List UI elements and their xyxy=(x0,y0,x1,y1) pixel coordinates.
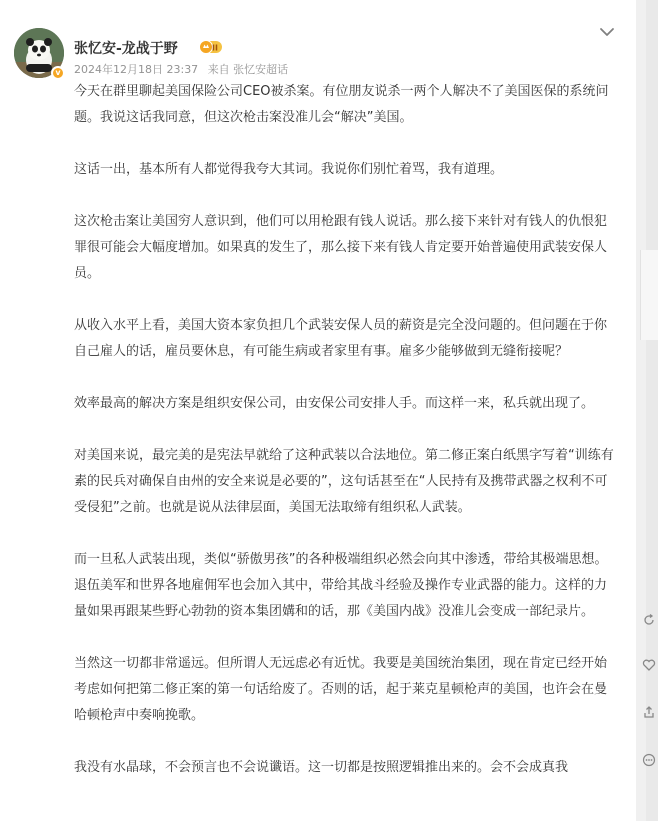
chevron-down-icon[interactable] xyxy=(598,24,616,38)
post-paragraph: 我没有水晶球，不会预言也不会说谶语。这一切都是按照逻辑推出来的。会不会成真我 xyxy=(74,760,569,775)
post-paragraph: 这话一出，基本所有人都觉得我夸大其词。我说你们别忙着骂，我有道理。 xyxy=(74,162,504,177)
post-paragraph: 从收入水平上看，美国大资本家负担几个武装安保人员的薪资是完全没问题的。但问题在于你自己雇人的话，雇员要休息，有可能生病或者家里有事。雇多少能够做到无缝衔接呢？ xyxy=(74,318,608,359)
post-source[interactable]: 来自 张忆安超话 xyxy=(207,63,289,76)
post-paragraph: 而一旦私人武装出现，类似“骄傲男孩”的各种极端组织必然会向其中渗透，带给其极端思想。退伍美军和世界各地雇佣军也会加入其中，带给其战斗经验及操作专业武器的能力。这样的力量如果再跟某些野心勃勃的资本集团媾和的话，那《美国内战》没准儿会变成一部纪录片。 xyxy=(74,552,608,619)
post-timestamp[interactable]: 2024年12月18日 23:37 xyxy=(74,63,199,76)
share-icon[interactable] xyxy=(642,704,656,718)
vip-badge-label: II xyxy=(212,43,218,53)
author-name[interactable]: 张忆安-龙战于野 xyxy=(74,41,178,57)
post-paragraph: 今天在群里聊起美国保险公司CEO被杀案。有位朋友说杀一两个人解决不了美国医保的系统问题。我说这话我同意，但这次枪击案没准儿会“解决”美国。 xyxy=(74,84,609,125)
refresh-icon[interactable] xyxy=(642,612,656,626)
post-paragraph: 当然这一切都非常遥远。但所谓人无远虑必有近忧。我要是美国统治集团，现在肯定已经开始考虑如何把第二修正案的第一句话给废了。否则的话，起于莱克星顿枪声的美国，也许会在曼哈顿枪声中奏响挽歌。 xyxy=(74,656,608,723)
post-meta xyxy=(74,61,294,77)
more-icon[interactable] xyxy=(642,752,656,766)
post-paragraph: 这次枪击案让美国穷人意识到，他们可以用枪跟有钱人说话。那么接下来针对有钱人的仇恨犯罪很可能会大幅度增加。如果真的发生了，那么接下来有钱人肯定要开始普遍使用武装安保人员。 xyxy=(74,214,608,281)
rail-panel xyxy=(640,250,658,340)
scrollbar[interactable] xyxy=(646,0,658,821)
heart-icon[interactable] xyxy=(642,657,656,671)
post-content xyxy=(74,79,614,807)
verified-icon: v xyxy=(51,66,65,80)
post-paragraph: 效率最高的解决方案是组织安保公司，由安保公司安排人手。而这样一来，私兵就出现了。 xyxy=(74,396,595,411)
vip-badge-icon xyxy=(199,39,223,55)
post-paragraph: 对美国来说，最完美的是宪法早就给了这种武装以合法地位。第二修正案白纸黑字写着“训练有素的民兵对确保自由州的安全来说是必要的”，这句话甚至在“人民持有及携带武器之权利不可受侵犯”之前。也就是说从法律层面，美国无法取缔有组织私人武装。 xyxy=(74,448,614,515)
